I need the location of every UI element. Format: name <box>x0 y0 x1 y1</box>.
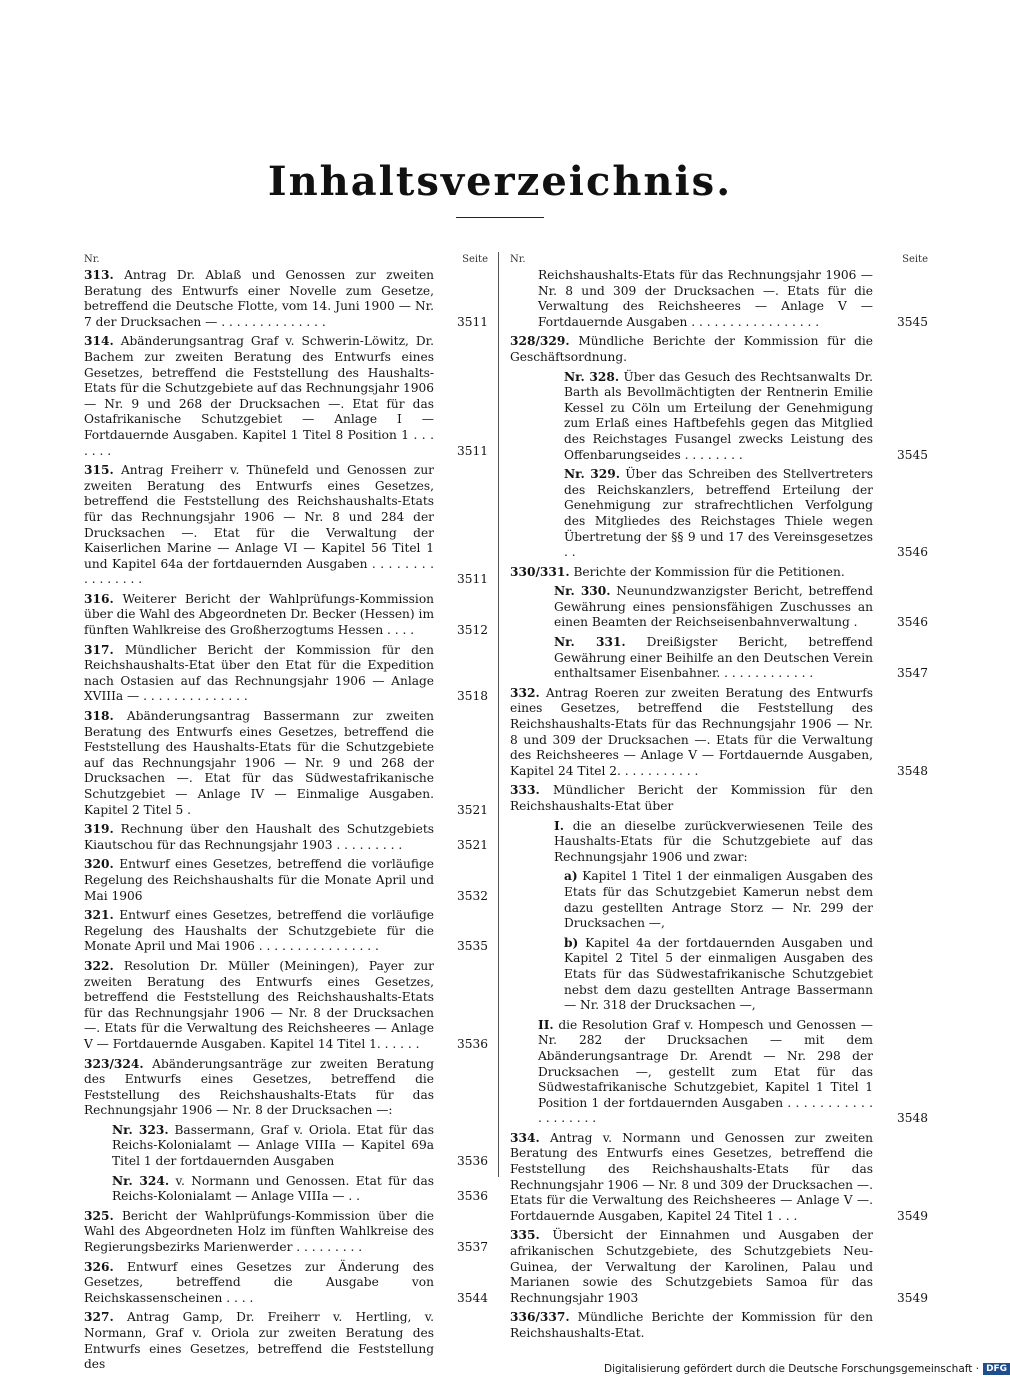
entry-number: I. <box>554 818 564 833</box>
header-seite: Seite <box>902 254 928 265</box>
toc-entry <box>84 822 488 853</box>
entry-text: Antrag Dr. Ablaß und Genossen zur zweiten Beratung des Entwurfs einer Novelle zum Gesetze, betreffend die Deutsche Flotte, vom 14. Juni 1900 — Nr. 7 der Drucksachen — . . . . . . . . . . . . . . <box>84 268 434 329</box>
entry-page-number: 3535 <box>456 939 488 954</box>
entry-number: Nr. 331. <box>554 635 626 650</box>
entry-page-number: 3536 <box>456 1154 488 1169</box>
toc-entry <box>84 908 488 955</box>
left-column <box>84 252 488 1377</box>
header-nr: Nr. <box>510 254 526 265</box>
entry-text: Rechnung über den Haushalt des Schutzgebiets Kiautschou für das Rechnungsjahr 1903 . . . . . . . . . <box>84 822 434 852</box>
entry-text: Bericht der Wahlprüfungs-Kommission über die Wahl des Abgeordneten Holz im fünften Wahlkreise des Regierungsbezirks Marienwerder . . . . . . . . . <box>84 1208 435 1255</box>
entry-page-number: 3532 <box>456 888 488 903</box>
entry-page-number: 3536 <box>456 1036 488 1051</box>
entry-page-number: 3544 <box>456 1290 488 1305</box>
left-entries <box>84 268 488 1373</box>
entry-number: Nr. 328. <box>564 369 620 384</box>
entry-number: Nr. 329. <box>564 467 620 482</box>
entry-number: Nr. 323. <box>112 1122 169 1137</box>
toc-entry <box>510 1131 928 1225</box>
entry-page-number: 3549 <box>896 1290 928 1305</box>
entry-page-number: 3548 <box>896 763 928 778</box>
title-rule <box>456 217 544 218</box>
entry-page-number: 3518 <box>456 689 488 704</box>
entry-text: Über das Schreiben des Stellvertreters des Reichskanzlers, betreffend Erteilung der Genehmigung zur strafrechtlichen Verfolgung des Mitgliedes des Reichstages Thiele wegen Übertretung der §§ 9 und 17 des Vereinsgesetzes . . <box>564 467 874 560</box>
right-entries <box>510 268 928 1342</box>
toc-entry <box>84 334 488 459</box>
entry-number: 334. <box>510 1130 540 1145</box>
entry-text: Kapitel 4a der fortdauernden Ausgaben und Kapitel 2 Titel 5 der einmaligen Ausgaben des Etats für das Südwestafrikanische Schutzgebiet nebst dem dazu gestellten Antrage Bassermann — Nr. 318 der Drucksachen —, <box>564 935 874 1013</box>
toc-entry <box>538 1018 928 1127</box>
toc-entry <box>112 1123 488 1170</box>
toc-entry <box>510 334 928 365</box>
toc-entry <box>554 584 928 631</box>
entry-number: 318. <box>84 709 114 724</box>
toc-entry <box>84 268 488 330</box>
toc-entry <box>84 1310 488 1372</box>
entry-page-number: 3511 <box>456 572 488 587</box>
toc-entry <box>510 1310 928 1341</box>
entry-number: II. <box>538 1017 554 1032</box>
toc-entry <box>84 709 488 818</box>
entry-number: 314. <box>84 334 114 349</box>
toc-entry <box>84 959 488 1053</box>
entry-text: Abänderungsanträge zur zweiten Beratung des Entwurfs eines Gesetzes, betreffend die Feststellung des Reichshaushalts-Etats für das Rechnungsjahr 1906 — Nr. 8 der Drucksachen —: <box>84 1056 434 1118</box>
entry-text: Antrag Roeren zur zweiten Beratung des Entwurfs eines Gesetzes, betreffend die Feststellung des Reichshaushalts-Etats für das Rechnungsjahr 1906 — Nr. 8 und 309 der Drucksachen —. Etats für die Verwaltung des Reichsheeres — Anlage V — Fortdauernde Ausgaben, Kapitel 24 Titel 2. . . . . . . . . . . <box>510 685 874 778</box>
entry-number: 317. <box>84 642 114 657</box>
toc-entry <box>554 819 928 866</box>
entry-text: Übersicht der Einnahmen und Ausgaben der afrikanischen Schutzgebiete, des Schutzgebiets Neu-Guinea, der Verwaltung der Karolinen, Palau und Marianen sowie des Schutzgebiets Samoa für das Rechnungsjahr 1903 <box>510 1228 874 1305</box>
toc-entry <box>84 1209 488 1256</box>
entry-text: Mündliche Berichte der Kommission für den Reichshaushalts-Etat. <box>510 1310 873 1340</box>
entry-number: 319. <box>84 822 114 837</box>
toc-entry <box>510 565 928 581</box>
entry-text: die an dieselbe zurückverwiesenen Teile des Haushalts-Etats für die Schutzgebiete auf das Rechnungsjahr 1906 und zwar: <box>554 818 873 864</box>
entry-page-number: 3511 <box>456 314 488 329</box>
entry-number: 333. <box>510 783 540 798</box>
toc-entry <box>554 635 928 682</box>
footer-text: Digitalisierung gefördert durch die Deutsche Forschungsgemeinschaft · <box>604 1363 980 1375</box>
dfg-logo: DFG <box>983 1363 1010 1375</box>
entry-number: 328/329. <box>510 334 570 349</box>
entry-text: Entwurf eines Gesetzes zur Änderung des Gesetzes, betreffend die Ausgabe von Reichskassenscheinen . . . . <box>84 1259 434 1305</box>
entry-page-number: 3545 <box>896 447 928 462</box>
entry-text: die Resolution Graf v. Hompesch und Genossen — Nr. 282 der Drucksachen — mit dem Abänderungsantrage Dr. Arendt — Nr. 298 der Drucksachen —, gestellt zum Etat für das Südwestafrikanische Schutzgebiet, Kapitel 1 Titel 1 Position 1 der fortdauernden Ausgaben . . . . . . . . . . . . . . . . . . . <box>538 1017 873 1126</box>
entry-text: Entwurf eines Gesetzes, betreffend die vorläufige Regelung des Reichshaushalts für die Monate April und Mai 1906 <box>84 857 434 903</box>
entry-page-number: 3546 <box>896 615 928 630</box>
entry-text: Antrag Freiherr v. Thünefeld und Genossen zur zweiten Beratung des Entwurfs eines Gesetzes, betreffend die Feststellung des Reichshaushalts-Etats für das Rechnungsjahr 1906 — Nr. 8 und 284 der Drucksachen —. Etat für die Verwaltung der Kaiserlichen Marine — Anlage VI — Kapitel 56 Titel 1 und Kapitel 64a der fortdauernden Ausgaben . . . . . . . . . . . . . . . . <box>84 463 435 587</box>
entry-number: Nr. 324. <box>112 1173 170 1188</box>
entry-page-number: 3511 <box>456 443 488 458</box>
entry-text: Bassermann, Graf v. Oriola. Etat für das Reichs-Kolonialamt — Anlage VIIIa — Kapitel 69a Titel 1 der fortdauernden Ausgaben <box>112 1122 434 1169</box>
entry-text: Antrag Gamp, Dr. Freiherr v. Hertling, v. Normann, Graf v. Oriola zur zweiten Beratung des Entwurfs eines Gesetzes, betreffend die Feststellung des <box>84 1310 435 1372</box>
entry-text: Neunundzwanzigster Bericht, betreffend Gewährung eines pensionsfähigen Zuschusses an einen Beamten der Reichseisenbahnverwaltung . <box>554 584 874 630</box>
entry-number: 330/331. <box>510 564 570 579</box>
toc-entry <box>510 1228 928 1306</box>
toc-entry <box>564 936 928 1014</box>
entry-number: 335. <box>510 1228 540 1243</box>
toc-entry <box>84 463 488 588</box>
toc-entry <box>112 1174 488 1205</box>
entry-text: Mündliche Berichte der Kommission für die Geschäftsordnung. <box>510 334 874 364</box>
toc-entry <box>510 783 928 814</box>
header-nr: Nr. <box>84 254 100 265</box>
toc-entry <box>84 592 488 639</box>
footer-credit <box>604 1363 1010 1375</box>
entry-text: Kapitel 1 Titel 1 der einmaligen Ausgaben des Etats für das Schutzgebiet Kamerun nebst dem dazu gestellten Antrage Storz — Nr. 299 der Drucksachen —, <box>564 869 873 931</box>
entry-page-number: 3521 <box>456 837 488 852</box>
entry-text: Dreißigster Bericht, betreffend Gewährung einer Beihilfe an den Deutschen Verein enthaltsamer Eisenbahner. . . . . . . . . . . . . <box>554 635 873 681</box>
entry-text: Resolution Dr. Müller (Meiningen), Payer zur zweiten Beratung des Entwurfs eines Gesetzes, betreffend die Feststellung des Reichshaushalts-Etats für das Rechnungsjahr 1906 — Nr. 8 der Drucksachen —. Etats für die Verwaltung des Reichsheeres — Anlage V — Fortdauernde Ausgaben. Kapitel 14 Titel 1. . . . . . <box>84 958 434 1051</box>
entry-page-number: 3548 <box>896 1111 928 1126</box>
toc-entry <box>84 1057 488 1119</box>
entry-text: v. Normann und Genossen. Etat für das Reichs-Kolonialamt — Anlage VIIIa — . . <box>112 1173 435 1204</box>
toc-entry <box>84 857 488 904</box>
entry-page-number: 3547 <box>896 666 928 681</box>
entry-number: b) <box>564 935 579 950</box>
entry-number: 321. <box>84 908 114 923</box>
entry-number: 320. <box>84 857 114 872</box>
toc-entry <box>564 467 928 561</box>
entry-number: 313. <box>84 268 114 282</box>
entry-page-number: 3546 <box>896 545 928 560</box>
column-divider <box>498 252 499 1177</box>
right-column <box>510 252 928 1346</box>
toc-entry <box>564 869 928 931</box>
entry-text: Mündlicher Bericht der Kommission für den Reichshaushalts-Etat über den Etat für die Expedition nach Ostasien auf das Rechnungsjahr 1906 — Anlage XVIIIa — . . . . . . . . . . . . . . <box>84 642 434 704</box>
entry-text: Abänderungsantrag Bassermann zur zweiten Beratung des Entwurfs eines Gesetzes, betreffend die Feststellung des Haushalts-Etats für die Schutzgebiete auf das Rechnungsjahr 1906 — Nr. 9 und 268 der Drucksachen —. Etat für das Südwestafrikanische Schutzgebiet — Anlage IV — Einmalige Ausgaben. Kapitel 2 Titel 5 . <box>84 709 435 817</box>
toc-entry <box>510 686 928 780</box>
entry-text: Abänderungsantrag Graf v. Schwerin-Löwitz, Dr. Bachem zur zweiten Beratung des Entwurfs eines Gesetzes, betreffend die Feststellung des Haushalts-Etats für die Schutzgebiete auf das Rechnungsjahr 1906 — Nr. 9 und 268 der Drucksachen —. Etat für das Ostafrikanische Schutzgebiet — Anlage I — Fortdauernde Ausgaben. Kapitel 1 Titel 8 Position 1 . . . . . . . <box>84 334 435 458</box>
entry-number: Nr. 330. <box>554 584 611 599</box>
entry-number: 332. <box>510 685 540 700</box>
entry-text: Entwurf eines Gesetzes, betreffend die vorläufige Regelung des Haushalts der Schutzgebiete für die Monate April und Mai 1906 . . . . . . . . . . . . . . . . <box>84 908 434 954</box>
entry-page-number: 3545 <box>896 314 928 329</box>
entry-number: 316. <box>84 591 114 606</box>
entry-number: 323/324. <box>84 1056 144 1071</box>
column-header <box>84 252 488 266</box>
toc-entry <box>564 370 928 464</box>
entry-text: Reichshaushalts-Etats für das Rechnungsjahr 1906 — Nr. 8 und 309 der Drucksachen —. Etats für die Verwaltung des Reichsheeres — Anlage V — Fortdauernde Ausgaben . . . . . . . . . . . . . . . . . <box>538 268 873 329</box>
toc-entry <box>538 268 928 330</box>
entry-text: Antrag v. Normann und Genossen zur zweiten Beratung des Entwurfs eines Gesetzes, betreffend die Feststellung des Reichshaushalts-Etats für das Rechnungsjahr 1906 — Nr. 8 und 309 der Drucksachen —. Etats für die Verwaltung des Reichsheeres — Anlage V —. Fortdauernde Ausgaben, Kapitel 24 Titel 1 . . . <box>510 1130 874 1223</box>
entry-text: Weiterer Bericht der Wahlprüfungs-Kommission über die Wahl des Abgeordneten Dr. Becker (Hessen) im fünften Wahlkreise des Großherzogtums Hessen . . . . <box>84 591 435 638</box>
toc-entry <box>84 1260 488 1307</box>
entry-page-number: 3549 <box>896 1208 928 1223</box>
entry-page-number: 3536 <box>456 1189 488 1204</box>
entry-page-number: 3537 <box>456 1240 488 1255</box>
entry-text: Berichte der Kommission für die Petitionen. <box>573 564 845 579</box>
entry-number: 325. <box>84 1208 114 1223</box>
entry-page-number: 3521 <box>456 802 488 817</box>
entry-page-number: 3512 <box>456 623 488 638</box>
entry-text: Über das Gesuch des Rechtsanwalts Dr. Barth als Bevollmächtigten der Rentnerin Emilie Kessel zu Cöln um Erteilung der Genehmigung zum Erlaß eines Haftbefehls gegen das Mitglied des Reichstages Fusangel zwecks Leistung des Offenbarungseides . . . . . . . . <box>564 369 873 462</box>
toc-entry <box>84 643 488 705</box>
column-header <box>510 252 928 266</box>
page-title: Inhaltsverzeichnis. <box>267 158 733 205</box>
entry-number: 322. <box>84 958 114 973</box>
entry-number: a) <box>564 869 578 884</box>
entry-number: 336/337. <box>510 1310 570 1325</box>
entry-text: Mündlicher Bericht der Kommission für den Reichshaushalts-Etat über <box>510 783 874 813</box>
entry-number: 327. <box>84 1310 114 1325</box>
entry-number: 315. <box>84 463 114 478</box>
entry-number: 326. <box>84 1259 114 1274</box>
header-seite: Seite <box>462 254 488 265</box>
